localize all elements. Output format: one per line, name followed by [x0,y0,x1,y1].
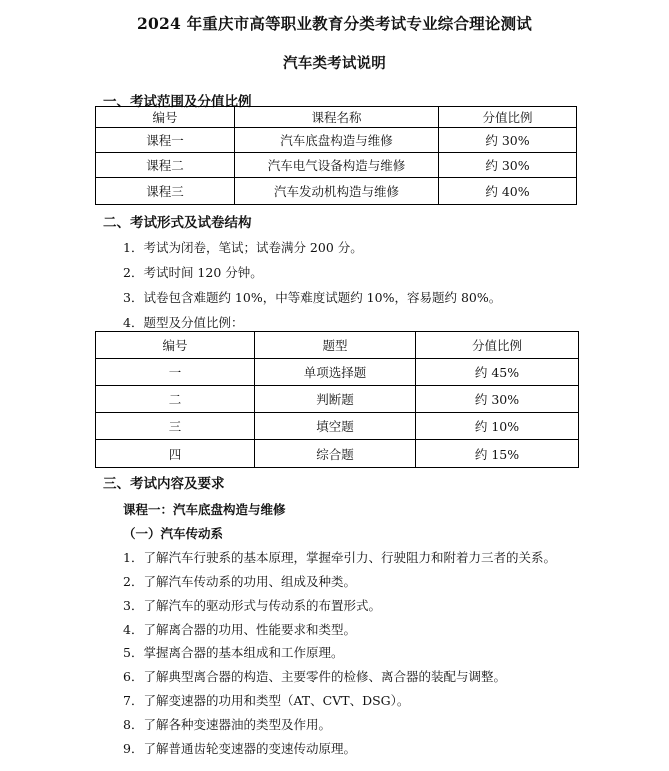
table-cell: 三 [96,413,255,440]
header-cell: 编号 [96,332,255,359]
table-cell: 四 [96,440,255,468]
table-cell: 判断题 [255,386,416,413]
header-cell: 编号 [96,107,235,128]
table-cell: 汽车底盘构造与维修 [235,128,439,153]
table-row [96,359,579,386]
table-header-row [96,107,577,128]
table-row [96,440,579,468]
chapter-heading: （一）汽车传动系 [123,526,224,541]
section-heading-format: 二、考试形式及试卷结构 [103,215,252,231]
table-cell: 一 [96,359,255,386]
question-type-table [95,331,579,468]
table-cell: 汽车电气设备构造与维修 [235,153,439,178]
table-cell: 单项选择题 [255,359,416,386]
list-item: 2．了解汽车传动系的功用、组成及种类。 [123,574,356,589]
table-cell: 课程三 [96,178,235,205]
table-row [96,178,577,205]
table-header-row [96,332,579,359]
list-item: 7．了解变速器的功用和类型（AT、CVT、DSG）。 [123,693,410,708]
list-item: 1．考试为闭卷，笔试；试卷满分 200 分。 [123,240,363,255]
table-cell: 约 45% [416,359,579,386]
table-cell: 课程二 [96,153,235,178]
score-ratio-table [95,106,577,205]
table-row [96,386,579,413]
header-cell: 课程名称 [235,107,439,128]
table-cell: 约 15% [416,440,579,468]
list-item: 5．掌握离合器的基本组成和工作原理。 [123,645,344,660]
table-cell: 二 [96,386,255,413]
table-cell: 综合题 [255,440,416,468]
table-row [96,413,579,440]
table-cell: 课程一 [96,128,235,153]
section-heading-scope: 一、考试范围及分值比例 [103,94,252,110]
section-heading-content: 三、考试内容及要求 [103,476,225,492]
document-title: 2024 年重庆市高等职业教育分类考试专业综合理论测试 [137,14,532,33]
table-cell: 约 30% [416,386,579,413]
table-cell: 汽车发动机构造与维修 [235,178,439,205]
table-cell: 约 40% [439,178,577,205]
list-item: 3．试卷包含难题约 10%，中等难度试题约 10%，容易题约 80%。 [123,290,502,305]
table-row [96,128,577,153]
header-cell: 分值比例 [416,332,579,359]
list-item: 1．了解汽车行驶系的基本原理，掌握牵引力、行驶阻力和附着力三者的关系。 [123,550,556,565]
table-cell: 约 30% [439,128,577,153]
list-item: 2．考试时间 120 分钟。 [123,265,263,280]
table-cell: 填空题 [255,413,416,440]
document-subtitle: 汽车类考试说明 [283,55,386,72]
table-row [96,153,577,178]
course-heading: 课程一：汽车底盘构造与维修 [123,502,286,517]
table-cell: 约 10% [416,413,579,440]
list-item: 8．了解各种变速器油的类型及作用。 [123,717,331,732]
list-item: 4．题型及分值比例： [123,315,244,330]
list-item: 9．了解普通齿轮变速器的变速传动原理。 [123,741,356,756]
header-cell: 分值比例 [439,107,577,128]
table-cell: 约 30% [439,153,577,178]
list-item: 4．了解离合器的功用、性能要求和类型。 [123,622,356,637]
list-item: 6．了解典型离合器的构造、主要零件的检修、离合器的装配与调整。 [123,669,506,684]
list-item: 3．了解汽车的驱动形式与传动系的布置形式。 [123,598,381,613]
header-cell: 题型 [255,332,416,359]
